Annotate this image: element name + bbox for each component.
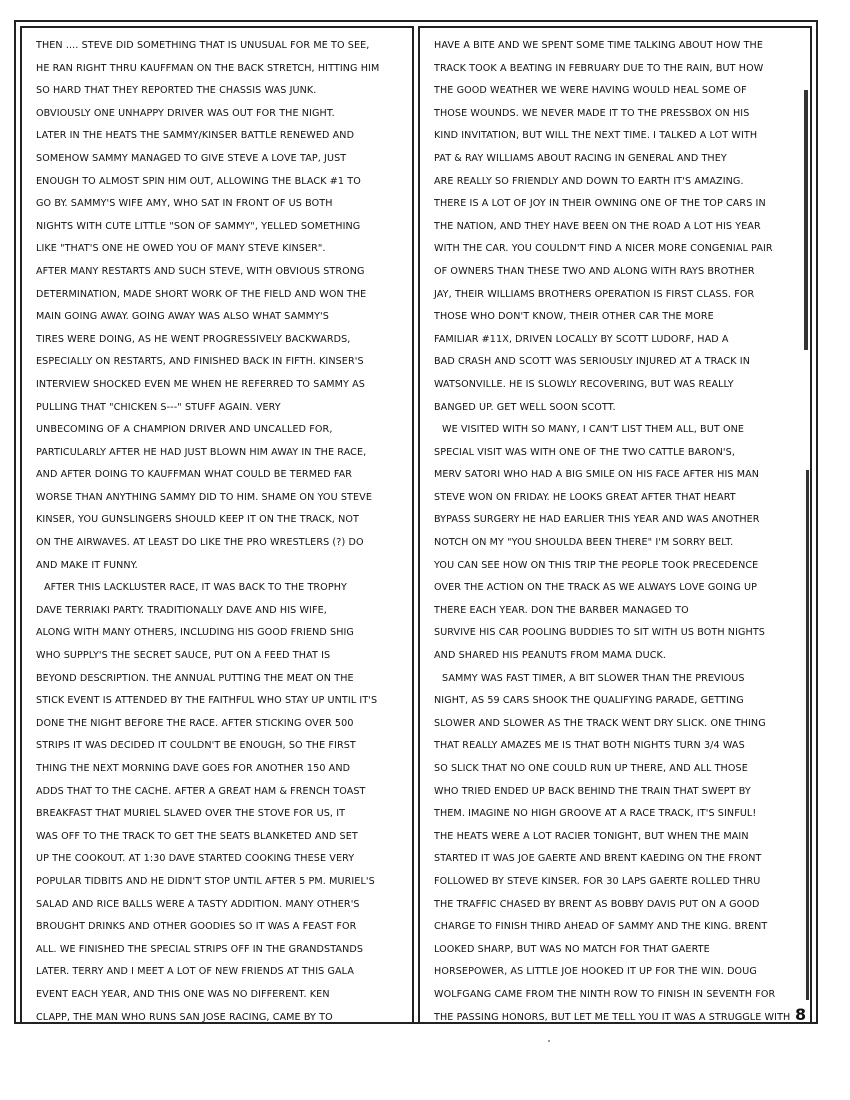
text-line: INTERVIEW SHOCKED EVEN ME WHEN HE REFERRED TO SAMMY AS (36, 378, 365, 390)
text-line: THING THE NEXT MORNING DAVE GOES FOR ANOTHER 150 AND (36, 763, 351, 774)
text-line: KIND INVITATION, BUT WILL THE NEXT TIME. I TALKED A LOT WITH (434, 130, 758, 142)
text-line: WHO SUPPLY'S THE SECRET SAUCE, PUT ON A FEED THAT IS (36, 650, 331, 662)
text-line: WHO TRIED ENDED UP BACK BEHIND THE TRAIN THAT SWEPT BY (434, 785, 751, 797)
text-line: JAY, THEIR WILLIAMS BROTHERS OPERATION IS FIRST CLASS. FOR (434, 288, 755, 300)
text-line: AND SHARED HIS PEANUTS FROM MAMA DUCK. (434, 650, 667, 662)
scan-speck (548, 1040, 550, 1042)
text-line: THE PASSING HONORS, BUT LET ME TELL YOU IT WAS A STRUGGLE WITH (434, 1011, 791, 1023)
text-line: LATER. TERRY AND I MEET A LOT OF NEW FRIENDS AT THIS GALA (36, 966, 354, 978)
text-line: SOMEHOW SAMMY MANAGED TO GIVE STEVE A LOVE TAP, JUST (36, 152, 347, 164)
text-line: BANGED UP. GET WELL SOON SCOTT. (434, 401, 616, 413)
text-line: CLAPP, THE MAN WHO RUNS SAN JOSE RACING, CAME BY TO (36, 1011, 333, 1023)
text-line: ON THE AIRWAVES. AT LEAST DO LIKE THE PRO WRESTLERS (?) DO (36, 537, 364, 549)
text-line: SPECIAL VISIT WAS WITH ONE OF THE TWO CATTLE BARON'S, (434, 446, 735, 458)
text-line: LATER IN THE HEATS THE SAMMY/KINSER BATTLE RENEWED AND (36, 130, 355, 142)
text-line: TIRES WERE DOING, AS HE WENT PROGRESSIVELY BACKWARDS, (36, 333, 351, 345)
text-line: ALONG WITH MANY OTHERS, INCLUDING HIS GOOD FRIEND SHIG (36, 627, 354, 639)
text-line: KINSER, YOU GUNSLINGERS SHOULD KEEP IT ON THE TRACK, NOT (36, 514, 359, 526)
text-line: ADDS THAT TO THE CACHE. AFTER A GREAT HAM & FRENCH TOAST (36, 785, 366, 797)
text-line: HE RAN RIGHT THRU KAUFFMAN ON THE BACK STRETCH, HITTING HIM (36, 62, 380, 74)
text-line: SALAD AND RICE BALLS WERE A TASTY ADDITION. MANY OTHER'S (36, 898, 360, 910)
text-line: SURVIVE HIS CAR POOLING BUDDIES TO SIT WITH US BOTH NIGHTS (434, 627, 765, 639)
text-line: STRIPS IT WAS DECIDED IT COULDN'T BE ENOUGH, SO THE FIRST (36, 740, 356, 752)
text-line: SLOWER AND SLOWER AS THE TRACK WENT DRY SLICK. ONE THING (434, 717, 766, 729)
text-line: FAMILIAR #11X, DRIVEN LOCALLY BY SCOTT LUDORF, HAD A (434, 333, 729, 345)
text-line: TRACK TOOK A BEATING IN FEBRUARY DUE TO THE RAIN, BUT HOW (434, 62, 764, 74)
left-column (20, 26, 414, 1024)
text-line: EVENT EACH YEAR, AND THIS ONE WAS NO DIFFERENT. KEN (36, 988, 330, 1000)
text-line: SO SLICK THAT NO ONE COULD RUN UP THERE, AND ALL THOSE (434, 763, 748, 774)
text-line: WATSONVILLE. HE IS SLOWLY RECOVERING, BUT WAS REALLY (434, 378, 734, 390)
text-line: UP THE COOKOUT. AT 1:30 DAVE STARTED COOKING THESE VERY (36, 853, 355, 865)
text-line: STARTED IT WAS JOE GAERTE AND BRENT KAEDING ON THE FRONT (434, 853, 762, 865)
text-line: PARTICULARLY AFTER HE HAD JUST BLOWN HIM AWAY IN THE RACE, (36, 446, 367, 458)
text-line: THEM. IMAGINE NO HIGH GROOVE AT A RACE TRACK, IT'S SINFUL! (434, 808, 757, 820)
text-line: YOU CAN SEE HOW ON THIS TRIP THE PEOPLE TOOK PRECEDENCE (434, 559, 759, 571)
text-line: GO BY. SAMMY'S WIFE AMY, WHO SAT IN FRONT OF US BOTH (36, 198, 333, 210)
text-line: STICK EVENT IS ATTENDED BY THE FAITHFUL WHO STAY UP UNTIL IT'S (36, 695, 378, 707)
text-line: HORSEPOWER, AS LITTLE JOE HOOKED IT UP FOR THE WIN. DOUG (434, 966, 757, 978)
text-line: WITH THE CAR. YOU COULDN'T FIND A NICER MORE CONGENIAL PAIR (434, 243, 773, 255)
margin-rule (806, 470, 809, 1000)
text-line: CHARGE TO FINISH THIRD AHEAD OF SAMMY AND THE KING. BRENT (434, 921, 768, 933)
text-line: SAMMY WAS FAST TIMER, A BIT SLOWER THAN THE PREVIOUS (442, 672, 745, 684)
text-line: OBVIOUSLY ONE UNHAPPY DRIVER WAS OUT FOR THE NIGHT. (36, 107, 335, 119)
left-column-text (36, 35, 406, 1029)
text-line: THE NATION, AND THEY HAVE BEEN ON THE ROAD A LOT HIS YEAR (434, 220, 761, 232)
text-line: DONE THE NIGHT BEFORE THE RACE. AFTER STICKING OVER 500 (36, 717, 354, 729)
text-line: OF OWNERS THAN THESE TWO AND ALONG WITH RAYS BROTHER (434, 265, 755, 277)
text-line: UNBECOMING OF A CHAMPION DRIVER AND UNCALLED FOR, (36, 424, 333, 436)
text-line: AFTER MANY RESTARTS AND SUCH STEVE, WITH OBVIOUS STRONG (36, 265, 365, 277)
text-line: BROUGHT DRINKS AND OTHER GOODIES SO IT WAS A FEAST FOR (36, 921, 357, 933)
text-line: NOTCH ON MY "YOU SHOULDA BEEN THERE" I'M SORRY BELT. (434, 537, 734, 549)
text-line: AND AFTER DOING TO KAUFFMAN WHAT COULD BE TERMED FAR (36, 469, 353, 481)
text-line: ESPECIALLY ON RESTARTS, AND FINISHED BACK IN FIFTH. KINSER'S (36, 356, 364, 368)
text-line: OVER THE ACTION ON THE TRACK AS WE ALWAYS LOVE GOING UP (434, 582, 757, 594)
text-line: THOSE WOUNDS. WE NEVER MADE IT TO THE PRESSBOX ON HIS (434, 107, 750, 119)
text-line: LOOKED SHARP, BUT WAS NO MATCH FOR THAT GAERTE (434, 943, 710, 955)
text-line: WAS OFF TO THE TRACK TO GET THE SEATS BLANKETED AND SET (36, 830, 358, 842)
text-line: WOLFGANG CAME FROM THE NINTH ROW TO FINISH IN SEVENTH FOR (434, 988, 776, 1000)
text-line: MAIN GOING AWAY. GOING AWAY WAS ALSO WHAT SAMMY'S (36, 311, 329, 323)
text-line: THERE IS A LOT OF JOY IN THEIR OWNING ONE OF THE TOP CARS IN (434, 198, 766, 210)
text-line: PULLING THAT "CHICKEN S---" STUFF AGAIN. VERY (36, 401, 281, 413)
text-line: STEVE WON ON FRIDAY. HE LOOKS GREAT AFTER THAT HEART (434, 491, 736, 503)
text-line: WE VISITED WITH SO MANY, I CAN'T LIST THEM ALL, BUT ONE (442, 424, 745, 436)
text-line: PAT & RAY WILLIAMS ABOUT RACING IN GENERAL AND THEY (434, 152, 727, 164)
text-line: THERE EACH YEAR. DON THE BARBER MANAGED TO (434, 604, 689, 616)
text-line: AFTER THIS LACKLUSTER RACE, IT WAS BACK TO THE TROPHY (44, 582, 347, 594)
text-line: BYPASS SURGERY HE HAD EARLIER THIS YEAR AND WAS ANOTHER (434, 514, 760, 526)
text-line: NIGHT, AS 59 CARS SHOOK THE QUALIFYING PARADE, GETTING (434, 695, 744, 707)
margin-rule (804, 90, 808, 350)
text-line: SO HARD THAT THEY REPORTED THE CHASSIS WAS JUNK. (36, 85, 317, 97)
text-line: THE TRAFFIC CHASED BY BRENT AS BOBBY DAVIS PUT ON A GOOD (434, 898, 760, 910)
page-number: 8 (795, 1005, 807, 1024)
text-line: THOSE WHO DON'T KNOW, THEIR OTHER CAR THE MORE (434, 311, 714, 323)
text-line: THE HEATS WERE A LOT RACIER TONIGHT, BUT WHEN THE MAIN (434, 830, 749, 842)
text-line: ALL. WE FINISHED THE SPECIAL STRIPS OFF IN THE GRANDSTANDS (36, 943, 364, 955)
text-line: DETERMINATION, MADE SHORT WORK OF THE FIELD AND WON THE (36, 288, 367, 300)
text-line: POPULAR TIDBITS AND HE DIDN'T STOP UNTIL AFTER 5 PM. MURIEL'S (36, 875, 375, 887)
text-line: HAVE A BITE AND WE SPENT SOME TIME TALKING ABOUT HOW THE (434, 40, 764, 51)
text-line: WORSE THAN ANYTHING SAMMY DID TO HIM. SHAME ON YOU STEVE (36, 491, 372, 503)
text-line: AND MAKE IT FUNNY. (36, 559, 138, 571)
text-line: LIKE "THAT'S ONE HE OWED YOU OF MANY STEVE KINSER". (36, 243, 326, 255)
text-line: ARE REALLY SO FRIENDLY AND DOWN TO EARTH IT'S AMAZING. (434, 175, 744, 187)
text-line: THEN .... STEVE DID SOMETHING THAT IS UNUSUAL FOR ME TO SEE, (36, 40, 370, 51)
text-line: BAD CRASH AND SCOTT WAS SERIOUSLY INJURED AT A TRACK IN (434, 356, 750, 368)
right-column-text (434, 35, 807, 1029)
right-column (418, 26, 812, 1024)
text-line: MERV SATORI WHO HAD A BIG SMILE ON HIS FACE AFTER HIS MAN (434, 469, 760, 481)
text-line: FOLLOWED BY STEVE KINSER. FOR 30 LAPS GAERTE ROLLED THRU (434, 875, 761, 887)
text-line: ENOUGH TO ALMOST SPIN HIM OUT, ALLOWING THE BLACK #1 TO (36, 175, 361, 187)
text-line: BREAKFAST THAT MURIEL SLAVED OVER THE STOVE FOR US, IT (36, 808, 346, 820)
text-line: NIGHTS WITH CUTE LITTLE "SON OF SAMMY", YELLED SOMETHING (36, 220, 361, 232)
text-line: DAVE TERRIAKI PARTY. TRADITIONALLY DAVE AND HIS WIFE, (36, 604, 327, 616)
text-line: THAT REALLY AMAZES ME IS THAT BOTH NIGHTS TURN 3/4 WAS (434, 740, 745, 752)
text-line: THE GOOD WEATHER WE WERE HAVING WOULD HEAL SOME OF (434, 85, 747, 97)
text-line: BEYOND DESCRIPTION. THE ANNUAL PUTTING THE MEAT ON THE (36, 672, 354, 684)
